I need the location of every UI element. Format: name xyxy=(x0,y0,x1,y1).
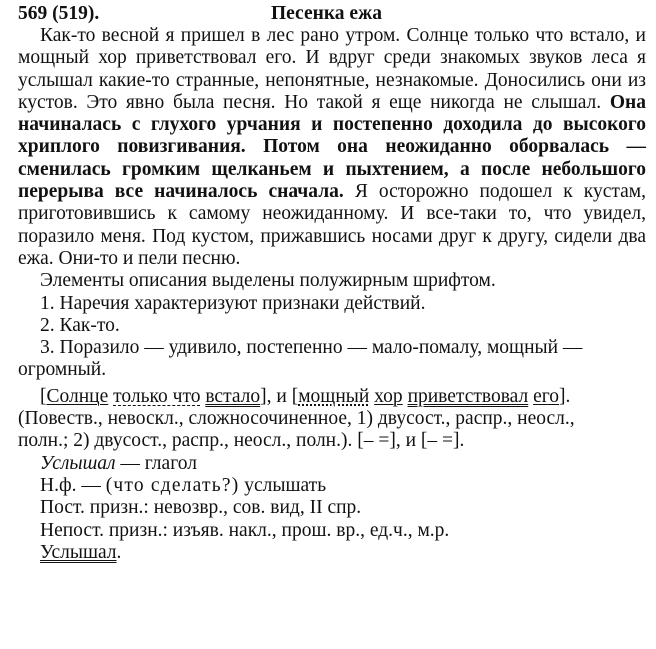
adverbial-word: только что xyxy=(113,385,201,407)
story-part-1: Как-то весной я пришел в лес рано утром. Солнце только что встало, и мощный хор приветствовал его. И вдруг среди знакомых звуков леса я услышал какие-то странные, непонятные, незнакомые. Доносились они из кустов. Это явно была песня. Но такой я еще никогда не слышал. xyxy=(18,25,646,113)
exercise-title: Песенка ежа xyxy=(271,3,382,24)
answer-3-line-1: 3. Поразило — удивило, постепенно — мало-помалу, мощный — xyxy=(40,337,583,359)
morph-word: Услышал xyxy=(40,452,116,474)
attribute-word: мощный xyxy=(298,385,370,407)
story-part-2: Я осторожно подошел к кустам, приготовившись к самому неожиданному. И все-таки то, что увидел, поразило меня. Под кустом, прижавшись носами друг к другу, сидели два ежа. Они-то и пели песню. xyxy=(18,181,646,269)
morph-nf-value: услышать xyxy=(244,474,327,496)
morph-constant-features: Пост. призн.: невозвр., сов. вид, II спр. xyxy=(40,497,362,519)
answer-2: 2. Как-то. xyxy=(40,314,120,336)
morph-pos: — глагол xyxy=(120,452,197,474)
exercise-number: 569 (519). xyxy=(18,3,100,24)
sentence-scheme xyxy=(18,386,646,408)
story-bold-description: Она начиналась с глухого урчания и постепенно доходила до высокого хриплого повизгивания. Потом она неожиданно оборвалась — сменилась громким щелканьем и пыхтением, а после небольшого перерыва все начиналось сначала. xyxy=(18,91,646,203)
answer-1: 1. Наречия характеризуют признаки действий. xyxy=(40,292,426,314)
morph-word-line xyxy=(18,453,646,475)
morph-nonconstant-features: Непост. призн.: изъяв. накл., прош. вр., ед.ч., м.р. xyxy=(40,519,450,541)
story-paragraph xyxy=(18,25,646,270)
morph-nf-label: Н.ф. — xyxy=(40,474,101,496)
morph-initial-form xyxy=(18,475,646,497)
exercise-header xyxy=(18,3,646,25)
morph-syntax-role xyxy=(18,542,646,564)
morph-role-word: Услышал xyxy=(40,541,117,563)
scheme-description-1: (Повеств., невоскл., сложносочиненное, 1) двусост., распр., неосл., xyxy=(18,408,575,430)
subject-word-2: хор xyxy=(374,385,403,407)
bracket-close-and: ], и [ xyxy=(260,385,299,407)
answer-intro: Элементы описания выделены полужирным шрифтом. xyxy=(40,270,496,292)
bracket-close: ]. xyxy=(559,385,571,407)
morph-nf-question: (что сделать?) xyxy=(105,474,240,496)
morph-role-end: . xyxy=(116,541,122,563)
predicate-word: встало xyxy=(205,385,261,407)
exercise-page xyxy=(18,3,646,564)
scheme-description-2: полн.; 2) двусост., распр., неосл., полн.). [– =], и [– =]. xyxy=(18,430,465,452)
bracket-open: [ xyxy=(40,385,47,407)
object-word: его xyxy=(533,385,559,407)
predicate-word-2: приветствовал xyxy=(407,385,529,407)
answer-3-line-2: огромный. xyxy=(18,359,107,381)
subject-word: Солнце xyxy=(46,385,109,407)
